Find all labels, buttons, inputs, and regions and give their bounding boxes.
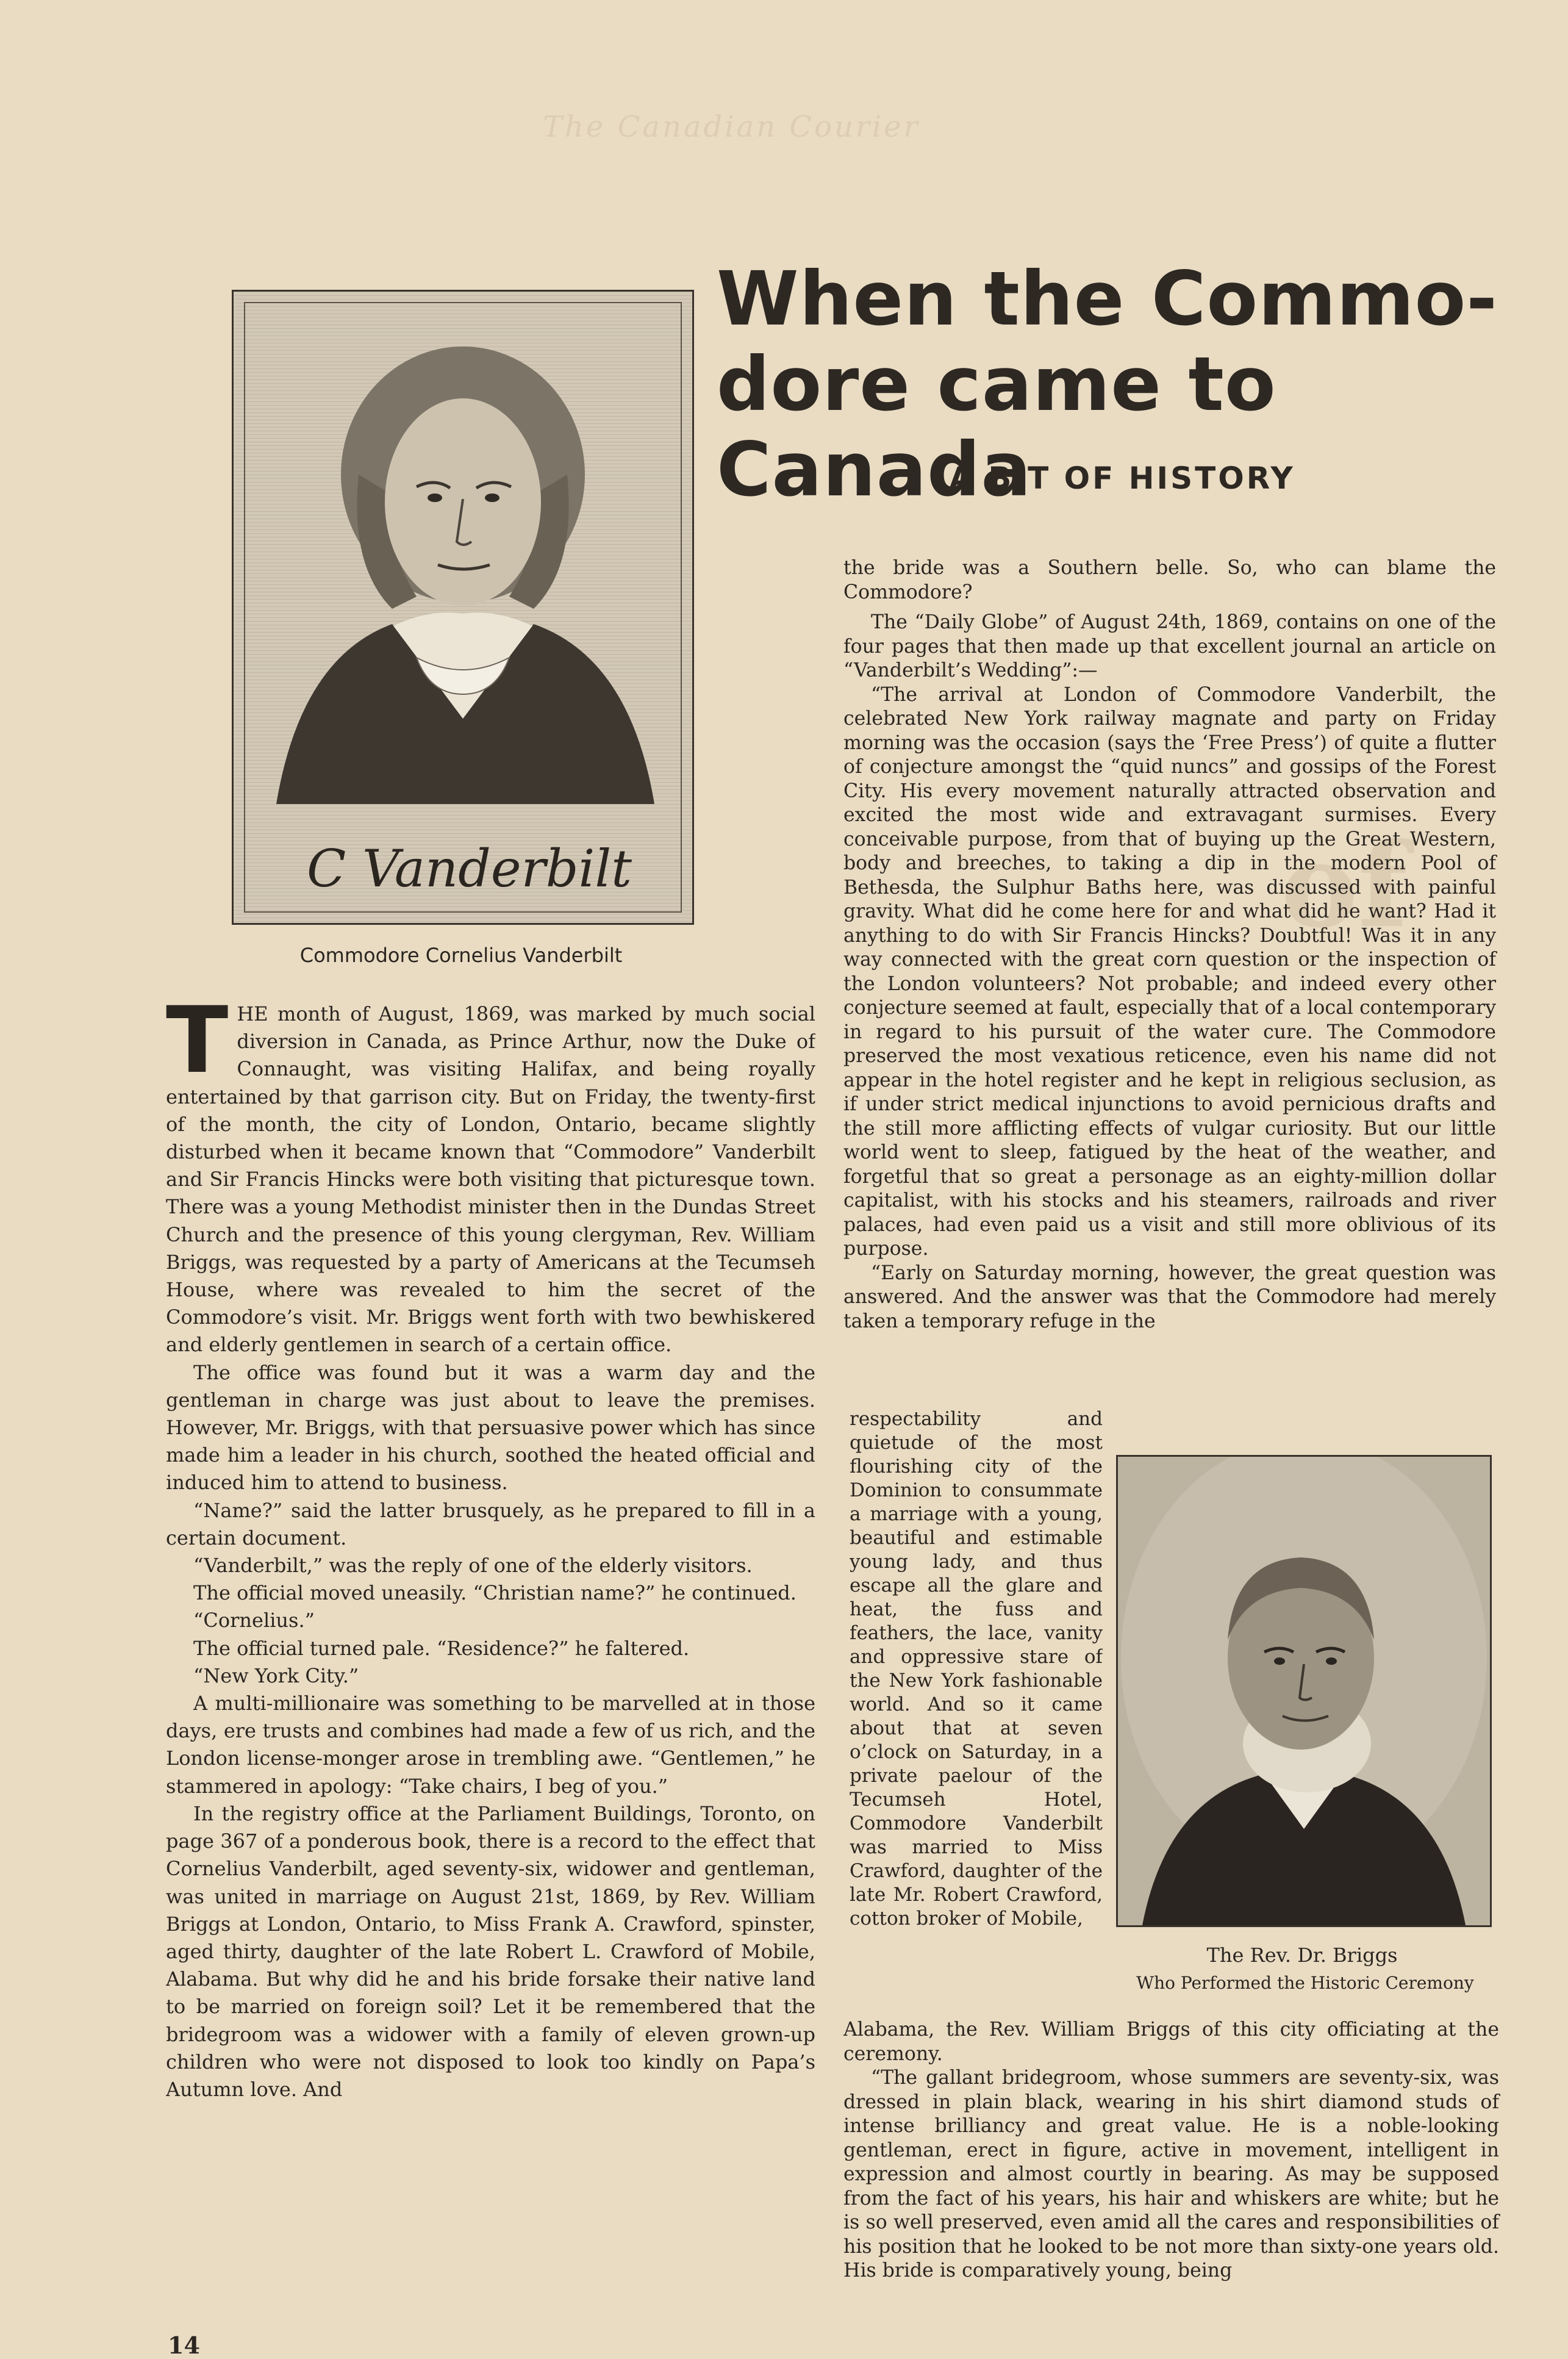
paragraph-registry: In the registry office at the Parliament Buildings, Toronto, on page 367 of a ponderous book, there is a record to the effect that Cornelius Vanderbilt, aged seventy-six, widower and gentleman, was united in marriage on August 21st, 1869, by Rev. William Briggs at London, Ontario, to Miss Frank A. Crawford, spinster, aged thirty, daughter of the late Robert L. Crawford of Mobile, Alabama. But why did he and his bride forsake their native land to be married on foreign soil? Let it be remembered that the bridegroom was a widower with a family of eleven grown-up children who were not disposed to look too kindly on Papa’s Autumn love. And xyxy=(166,1801,815,2101)
headline-line-1: When the Commo- xyxy=(717,256,1498,342)
opening-paragraph: THE month of August, 1869, was marked by much social diversion in Canada, as Prince Arthur, now the Duke of Connaught, was visiting Halifax, and being royally entertained by that garrison city. But on Friday, the twenty-first of the month, the city of London, Ontario, became slightly disturbed when it became known that “Commodore” Vanderbilt and Sir Francis Hincks were both visiting that picturesque town. There was a young Methodist minister then in the Dundas Street Church and the presence of this young clergyman, Rev. William Briggs, was requested by a party of Americans at the Tecumseh House, where was revealed to him the secret of the Commodore’s visit. Mr. Briggs went forth with two bewhiskered and elderly gentlemen in search of a certain office. xyxy=(166,1000,815,1357)
vanderbilt-engraving xyxy=(234,292,692,923)
paragraph-early-saturday: “Early on Saturday morning, however, the great question was answered. And the answer was that the Commodore had merely taken a temporary refuge in the xyxy=(843,1262,1496,1332)
briggs-caption-subtitle: Who Performed the Historic Ceremony xyxy=(1136,1973,1474,1993)
briggs-photograph xyxy=(1118,1457,1490,1925)
bleed-through-header: The Canadian Courier xyxy=(543,110,920,144)
paragraph-gallant-bridegroom: “The gallant bridegroom, whose summers are seventy-six, was dressed in plain black, wearing in his shirt diamond studs of intense brilliancy and great value. He is a noble-looking gentleman, erect in figure, active in movement, intelligent in expression and almost courtly in bearing. As may be supposed from the fact of his years, his hair and whiskers are white; but he is so well preserved, even amid all the cares and responsibilities of his position that he looked to be not more than sixty-one years old. His bride is comparatively young, being xyxy=(843,2067,1499,2282)
right-column-narrow xyxy=(850,1407,1103,2017)
vanderbilt-signature: C Vanderbilt xyxy=(307,839,632,899)
paragraph-daily-globe: The “Daily Globe” of August 24th, 1869, contains on one of the four pages that then made up that excellent journal an article on “Vanderbilt’s Wedding”:— xyxy=(843,611,1496,681)
right-column-top xyxy=(843,556,1496,1334)
paragraph-cornelius: “Cornelius.” xyxy=(193,1609,315,1632)
paragraph-southern-belle: the bride was a Southern belle. So, who can blame the Commodore? xyxy=(843,557,1496,603)
paragraph-residence: The official turned pale. “Residence?” he faltered. xyxy=(193,1636,690,1660)
vanderbilt-portrait xyxy=(232,290,694,925)
briggs-portrait xyxy=(1116,1455,1492,1927)
headline-line-2: dore came to Canada xyxy=(717,341,1276,513)
paragraph-vanderbilt: “Vanderbilt,” was the reply of one of the elderly visitors. xyxy=(193,1554,753,1578)
vanderbilt-caption: Commodore Cornelius Vanderbilt xyxy=(299,944,623,967)
right-column-bottom xyxy=(843,2018,1499,2283)
paragraph-christian-name: The official moved uneasily. “Christian name?” he continued. xyxy=(193,1581,797,1605)
left-column xyxy=(166,1000,815,2318)
page-number: 14 xyxy=(168,2332,200,2359)
paragraph-name: “Name?” said the latter brusquely, as he prepared to fill in a certain document. xyxy=(166,1498,815,1549)
paragraph-office: The office was found but it was a warm day and the gentleman in charge was just about to leave the premises. However, Mr. Briggs, with that persuasive power which has since made him a leader in his church, soothed the heated official and induced him to attend to business. xyxy=(166,1360,815,1495)
drop-cap: T xyxy=(166,1000,229,1094)
bleed-through-word: of xyxy=(1281,817,1408,953)
paragraph-multi-millionaire: A multi-millionaire was something to be marvelled at in those days, ere trusts and combines had made a few of us rich, and the London license-monger arose in trembling awe. “Gentlemen,” he stammered in apology: “Take chairs, I beg of you.” xyxy=(166,1692,815,1798)
briggs-caption-name: The Rev. Dr. Briggs xyxy=(1206,1944,1398,1967)
paragraph-respectability: respectability and quietude of the most flourishing city of the Dominion to consummate a marriage with a young, beautiful and estimable young lady, and thus escape all the glare and heat, the fuss and feathers, the lace, vanity and oppressive stare of the New York fashionable world. And so it came about that at seven o’clock on Saturday, in a private paelour of the Tecumseh Hotel, Commodore Vanderbilt was married to Miss Crawford, daughter of the late Mr. Robert Crawford, cotton broker of Mobile, xyxy=(850,1408,1103,1930)
paragraph-arrival: “The arrival at London of Commodore Vanderbilt, the celebrated New York railway magnate and party on Friday morning was the occasion (says the ‘Free Press’) of quite a flutter of conjecture amongst the “quid nuncs” and gossips of the Forest City. His every movement naturally attracted observation and excited the most wide and extravagant surmises. Every conceivable purpose, from that of buying up the Great Western, body and breeches, to taking a dip in the modern Pool of Bethesda, the Sulphur Baths here, was discussed with painful gravity. What did he come here for and what did he want? Had it anything to do with Sir Francis Hincks? Doubtful! Was it in any way connected with the great corn question or the inspection of the London volunteers? Not probable; and indeed every other conjecture seemed at fault, especially that of a local contemporary in regard to his pursuit of the water cure. The Commodore preserved the most vexatious reticence, even his name did not appear in the hotel register and he kept in religious seclusion, as if under strict medical injunctions to avoid pernicious drafts and the still more afflicting effects of vulgar curiosity. But our little world went to sleep, fatigued by the heat of the weather, and forgetful that so great a personage as an eighty-million dollar capitalist, with his stocks and his steamers, railroads and river palaces, had even paid us a visit and still more oblivious of its purpose. xyxy=(843,683,1496,1260)
paragraph-alabama: Alabama, the Rev. William Briggs of this city officiating at the ceremony. xyxy=(843,2019,1499,2065)
paragraph-new-york: “New York City.” xyxy=(193,1664,359,1687)
article-subhead: A BIT OF HISTORY xyxy=(949,461,1295,496)
